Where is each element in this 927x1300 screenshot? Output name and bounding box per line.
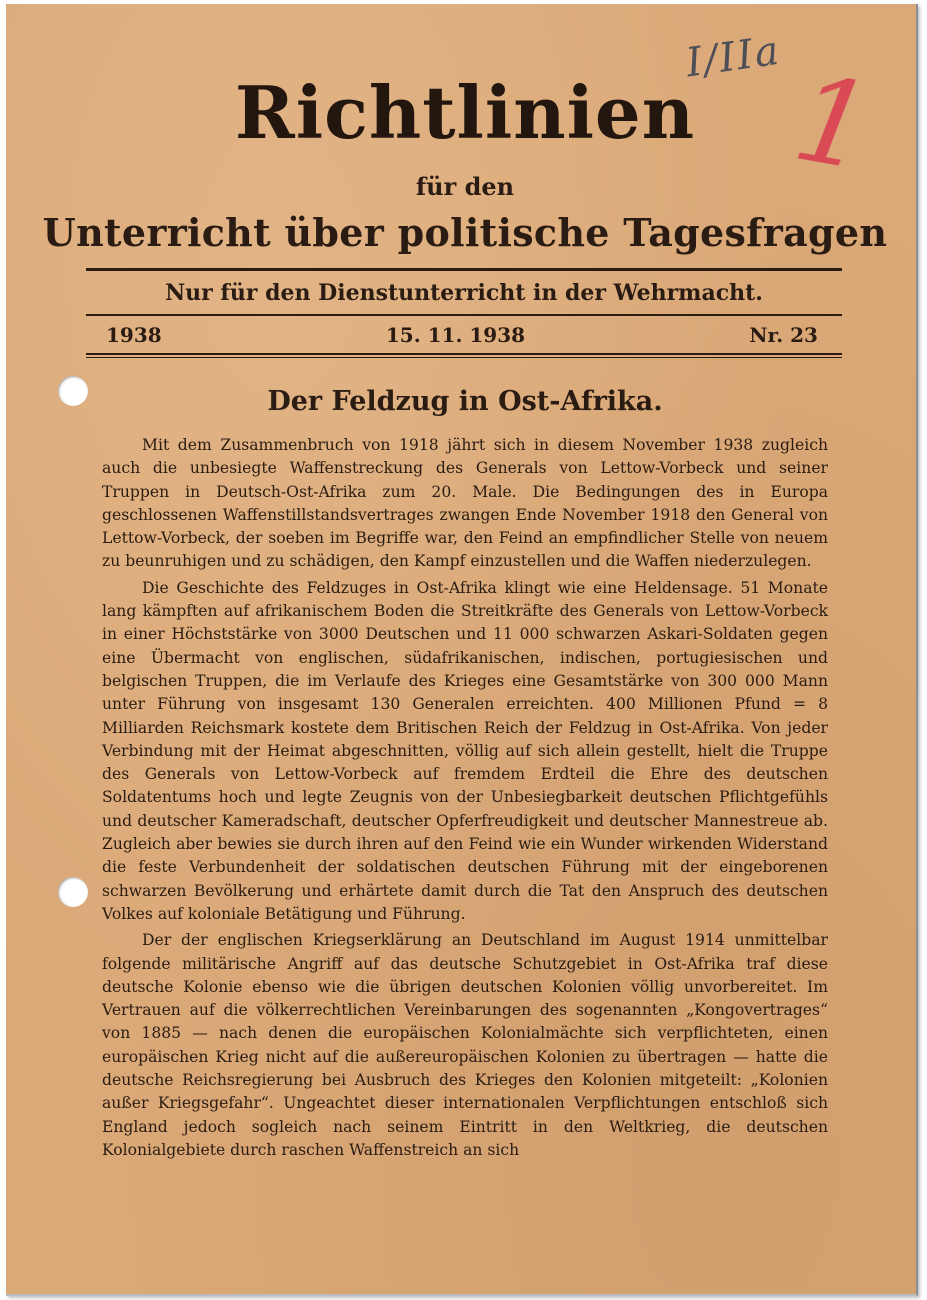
divider: [86, 357, 842, 358]
red-pencil-mark: 1: [784, 48, 883, 198]
divider: [86, 314, 842, 316]
document-page: [6, 4, 918, 1296]
punch-hole: [58, 877, 88, 907]
issue-year: 1938: [106, 323, 162, 347]
issue-number: Nr. 23: [749, 323, 818, 347]
issue-date: 15. 11. 1938: [385, 323, 526, 347]
publication-subtitle: für den: [415, 172, 515, 201]
divider: [86, 268, 842, 271]
article-title: Der Feldzug in Ost-Afrika.: [267, 386, 663, 417]
divider: [86, 353, 842, 355]
issue-line: [106, 323, 818, 347]
publication-title: Richtlinien: [234, 70, 696, 155]
article-paragraph: Die Geschichte des Feldzuges in Ost-Afrika klingt wie eine Heldensage. 51 Monate lang kämpften auf afrikanischem Boden die Streitkräfte des Generals von Lettow-Vorbeck in einer Höchststärke von 3000 Deutschen und 11 000 schwarzen Askari-Soldaten gegen eine Übermacht von englischen, südafrikanischen, indischen, portugiesischen und belgischen Truppen, die im Verlaufe des Krieges eine Gesamtstärke von 300 000 Mann unter Führung von insgesamt 130 Generalen erreichten. 400 Millionen Pfund = 8 Milliarden Reichsmark kostete dem Britischen Reich der Feldzug in Ost-Afrika. Von jeder Verbindung mit der Heimat abgeschnitten, völlig auf sich allein gestellt, hielt die Truppe des Generals von Lettow-Vorbeck auf fremdem Erdteil die Ehre des deutschen Soldatentums hoch und legte Zeugnis von der Unbesiegbarkeit deutschen Pflichtgefühls und deutscher Kameradschaft, deutscher Opferfreudigkeit und deutscher Mannestreue ab. Zugleich aber bewies sie durch ihren auf den Feind wie ein Wunder wirkenden Widerstand die feste Verbundenheit der soldatischen deutschen Führung mit der eingeborenen schwarzen Bevölkerung und erhärtete damit durch die Tat den Anspruch des deutschen Volkes auf koloniale Betätigung und Führung.: [102, 578, 828, 923]
publication-heading: Unterricht über politische Tagesfragen: [42, 210, 888, 255]
article-paragraph: Mit dem Zusammenbruch von 1918 jährt sich in diesem November 1938 zugleich auch die unbesiegte Waffenstreckung des Generals von Lettow-Vorbeck und seiner Truppen in Deutsch-Ost-Afrika zum 20. Male. Die Bedingungen des in Europa geschlossenen Waffenstillstandsvertrages zwangen Ende November 1918 den General von Lettow-Vorbeck, der soeben im Begriffe war, den Feind an empfindlicher Stelle von neuem zu beunruhigen und zu schädigen, den Kampf einzustellen und die Waffen niederzulegen.: [102, 436, 828, 571]
pencil-marginalia: I/IIa: [683, 27, 784, 87]
article-body: [102, 434, 828, 1165]
distribution-note: Nur für den Dienstunterricht in der Wehrmacht.: [165, 280, 763, 306]
article-paragraph: Der der englischen Kriegserklärung an Deutschland im August 1914 unmittelbar folgende militärische Angriff auf das deutsche Schutzgebiet in Ost-Afrika traf diese deutsche Kolonie ebenso wie die übrigen deutschen Kolonien völlig unvorbereitet. Im Vertrauen auf die völkerrechtlichen Vereinbarungen des sogenannten „Kongovertrages“ von 1885 — nach denen die europäischen Kolonialmächte sich verpflichteten, einen europäischen Krieg nicht auf die außereuropäischen Kolonien zu übertragen — hatte die deutsche Reichsregierung bei Ausbruch des Krieges den Kolonien mitgeteilt: „Kolonien außer Kriegsgefahr“. Ungeachtet dieser internationalen Verpflichtungen entschloß sich England jedoch sogleich nach seinem Eintritt in den Weltkrieg, die deutschen Kolonialgebiete durch raschen Waffenstreich an sich: [102, 931, 828, 1159]
